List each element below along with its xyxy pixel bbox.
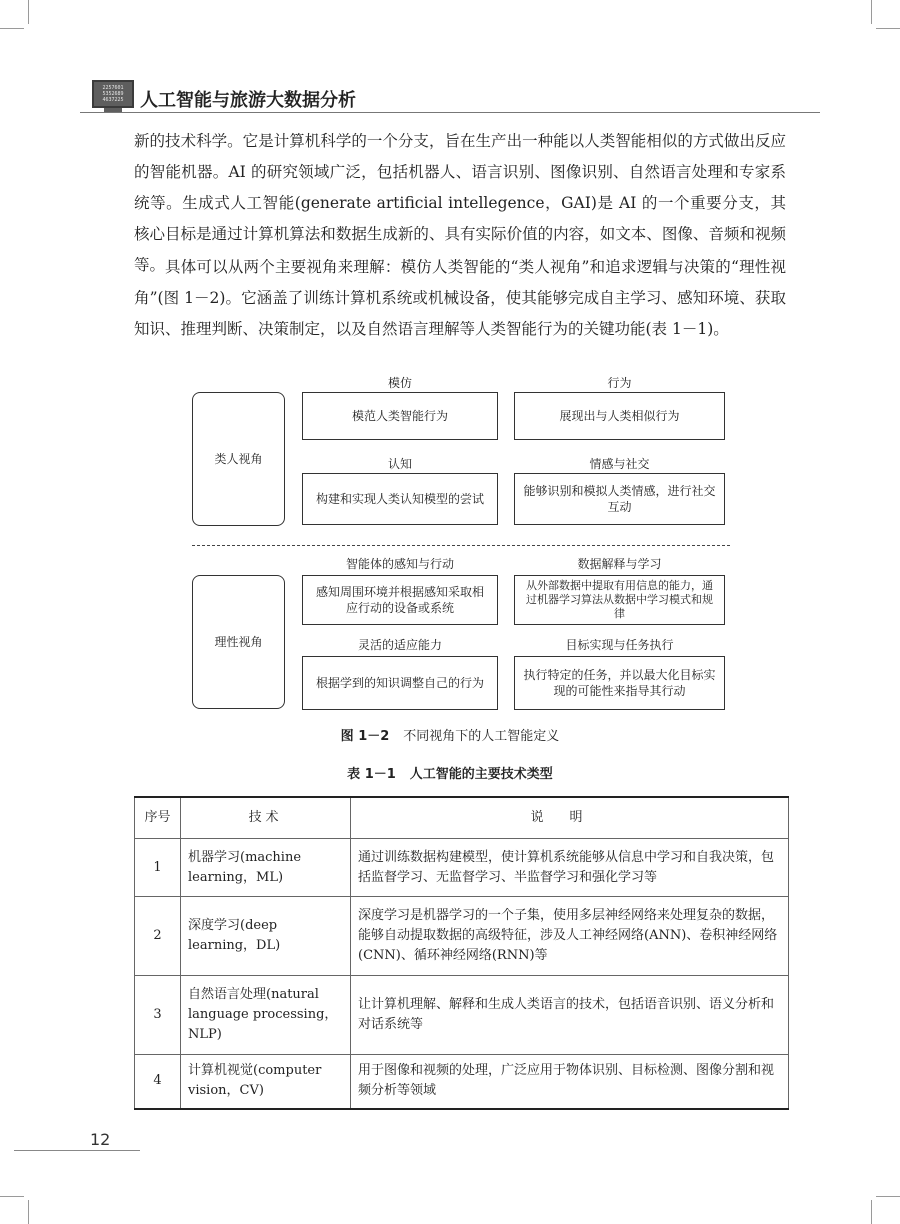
table-row [135,839,789,897]
diagram-item-title: 数据解释与学习 [577,557,662,571]
figure-caption-text: 不同视角下的人工智能定义 [403,729,560,744]
diagram-item-box: 执行特定的任务，并以最大化目标实现的可能性来指导其行动 [514,656,725,710]
diagram-item-title: 模仿 [387,376,412,390]
crop-mark [0,28,24,29]
crop-mark [28,1200,29,1224]
diagram-item-box: 展现出与人类相似行为 [514,392,725,440]
header-rule [80,112,820,113]
diagram-item-box: 模范人类智能行为 [302,392,498,440]
rational-perspective-box: 理性视角 [192,575,285,709]
table-caption-number: 表 1－1 [347,767,396,782]
monitor-icon [92,80,134,108]
diagram-item-box: 感知周围环境并根据感知采取相应行动的设备或系统 [302,575,498,625]
diagram-item-box: 构建和实现人类认知模型的尝试 [302,473,498,525]
table-row [135,1055,789,1109]
tech-name: 自然语言处理(natural language processing，NLP) [181,976,351,1055]
table-caption [0,763,900,782]
table-header-row [135,797,789,839]
paragraph: 新的技术科学。它是计算机科学的一个分支，旨在生产出一种能以人类智能相似的方式做出反应的智能机器。AI 的研究领域广泛，包括机器人、语言识别、图像识别、自然语言处理和专家系统等。生成式人工智能(generate artificial intellegence，GAI)是 AI 的一个重要分支，其核心目标是通过计算机算法和数据生成新的、具有实际价值的内容，如文本、图像、音频和视频等。 [134,132,786,274]
crop-mark [876,1196,900,1197]
diagram-item-box: 从外部数据中提取有用信息的能力，通过机器学习算法从数据中学习模式和规律 [514,575,725,625]
row-number: 4 [135,1055,181,1109]
table-header-cell: 技术 [181,797,351,839]
crop-mark [0,1196,24,1197]
humanlike-perspective-box: 类人视角 [192,392,285,526]
diagram-item-box: 根据学到的知识调整自己的行为 [302,656,498,710]
tech-description: 让计算机理解、解释和生成人类语言的技术，包括语音识别、语义分析和对话系统等 [351,976,789,1055]
table-caption-text: 人工智能的主要技术类型 [409,767,553,782]
footer-rule [14,1150,140,1151]
tech-name: 深度学习(deep learning，DL) [181,897,351,976]
table-header-cell: 序号 [135,797,181,839]
tech-name: 机器学习(machine learning，ML) [181,839,351,897]
row-number: 1 [135,839,181,897]
tech-description: 深度学习是机器学习的一个子集，使用多层神经网络来处理复杂的数据，能够自动提取数据的高级特征，涉及人工神经网络(ANN)、卷积神经网络(CNN)、循环神经网络(RNN)等 [351,897,789,976]
tech-description: 用于图像和视频的处理，广泛应用于物体识别、目标检测、图像分割和视频分析等领域 [351,1055,789,1109]
row-number: 2 [135,897,181,976]
table-row [135,897,789,976]
figure-caption-number: 图 1－2 [340,729,390,744]
crop-mark [28,0,29,24]
diagram-item-title: 情感与社交 [589,457,650,471]
book-title: 人工智能与旅游大数据分析 [140,90,356,111]
diagram-item-title: 目标实现与任务执行 [565,638,674,652]
tech-types-table [134,796,789,1110]
paragraph: 具体可以从两个主要视角来理解：模仿人类智能的“类人视角”和追求逻辑与决策的“理性视角”(图 1－2)。它涵盖了训练计算机系统或机械设备，使其能够完成自主学习、感知环境、获取知识、推理判断、决策制定，以及自然语言理解等人类智能行为的关键功能(表 1－1)。 [134,258,786,338]
tech-name: 计算机视觉(computer vision，CV) [181,1055,351,1109]
diagram-item-box: 能够识别和模拟人类情感，进行社交互动 [514,473,725,525]
row-number: 3 [135,976,181,1055]
diagram-item-title: 智能体的感知与行动 [345,557,454,571]
crop-mark [871,1200,872,1224]
diagram-item-title: 认知 [387,457,412,471]
table-header-cell: 说明 [351,797,789,839]
perspective-divider [192,545,730,546]
table-row [135,976,789,1055]
tech-description: 通过训练数据构建模型，使计算机系统能够从信息中学习和自我决策，包括监督学习、无监督学习、半监督学习和强化学习等 [351,839,789,897]
crop-mark [876,28,900,29]
figure-caption [0,725,900,744]
monitor-icon-digits: 2257601 5352689 4637225 [102,85,124,103]
diagram-item-title: 灵活的适应能力 [357,638,442,652]
crop-mark [871,0,872,24]
page-number: 12 [90,1130,111,1149]
diagram-item-title: 行为 [607,376,632,390]
